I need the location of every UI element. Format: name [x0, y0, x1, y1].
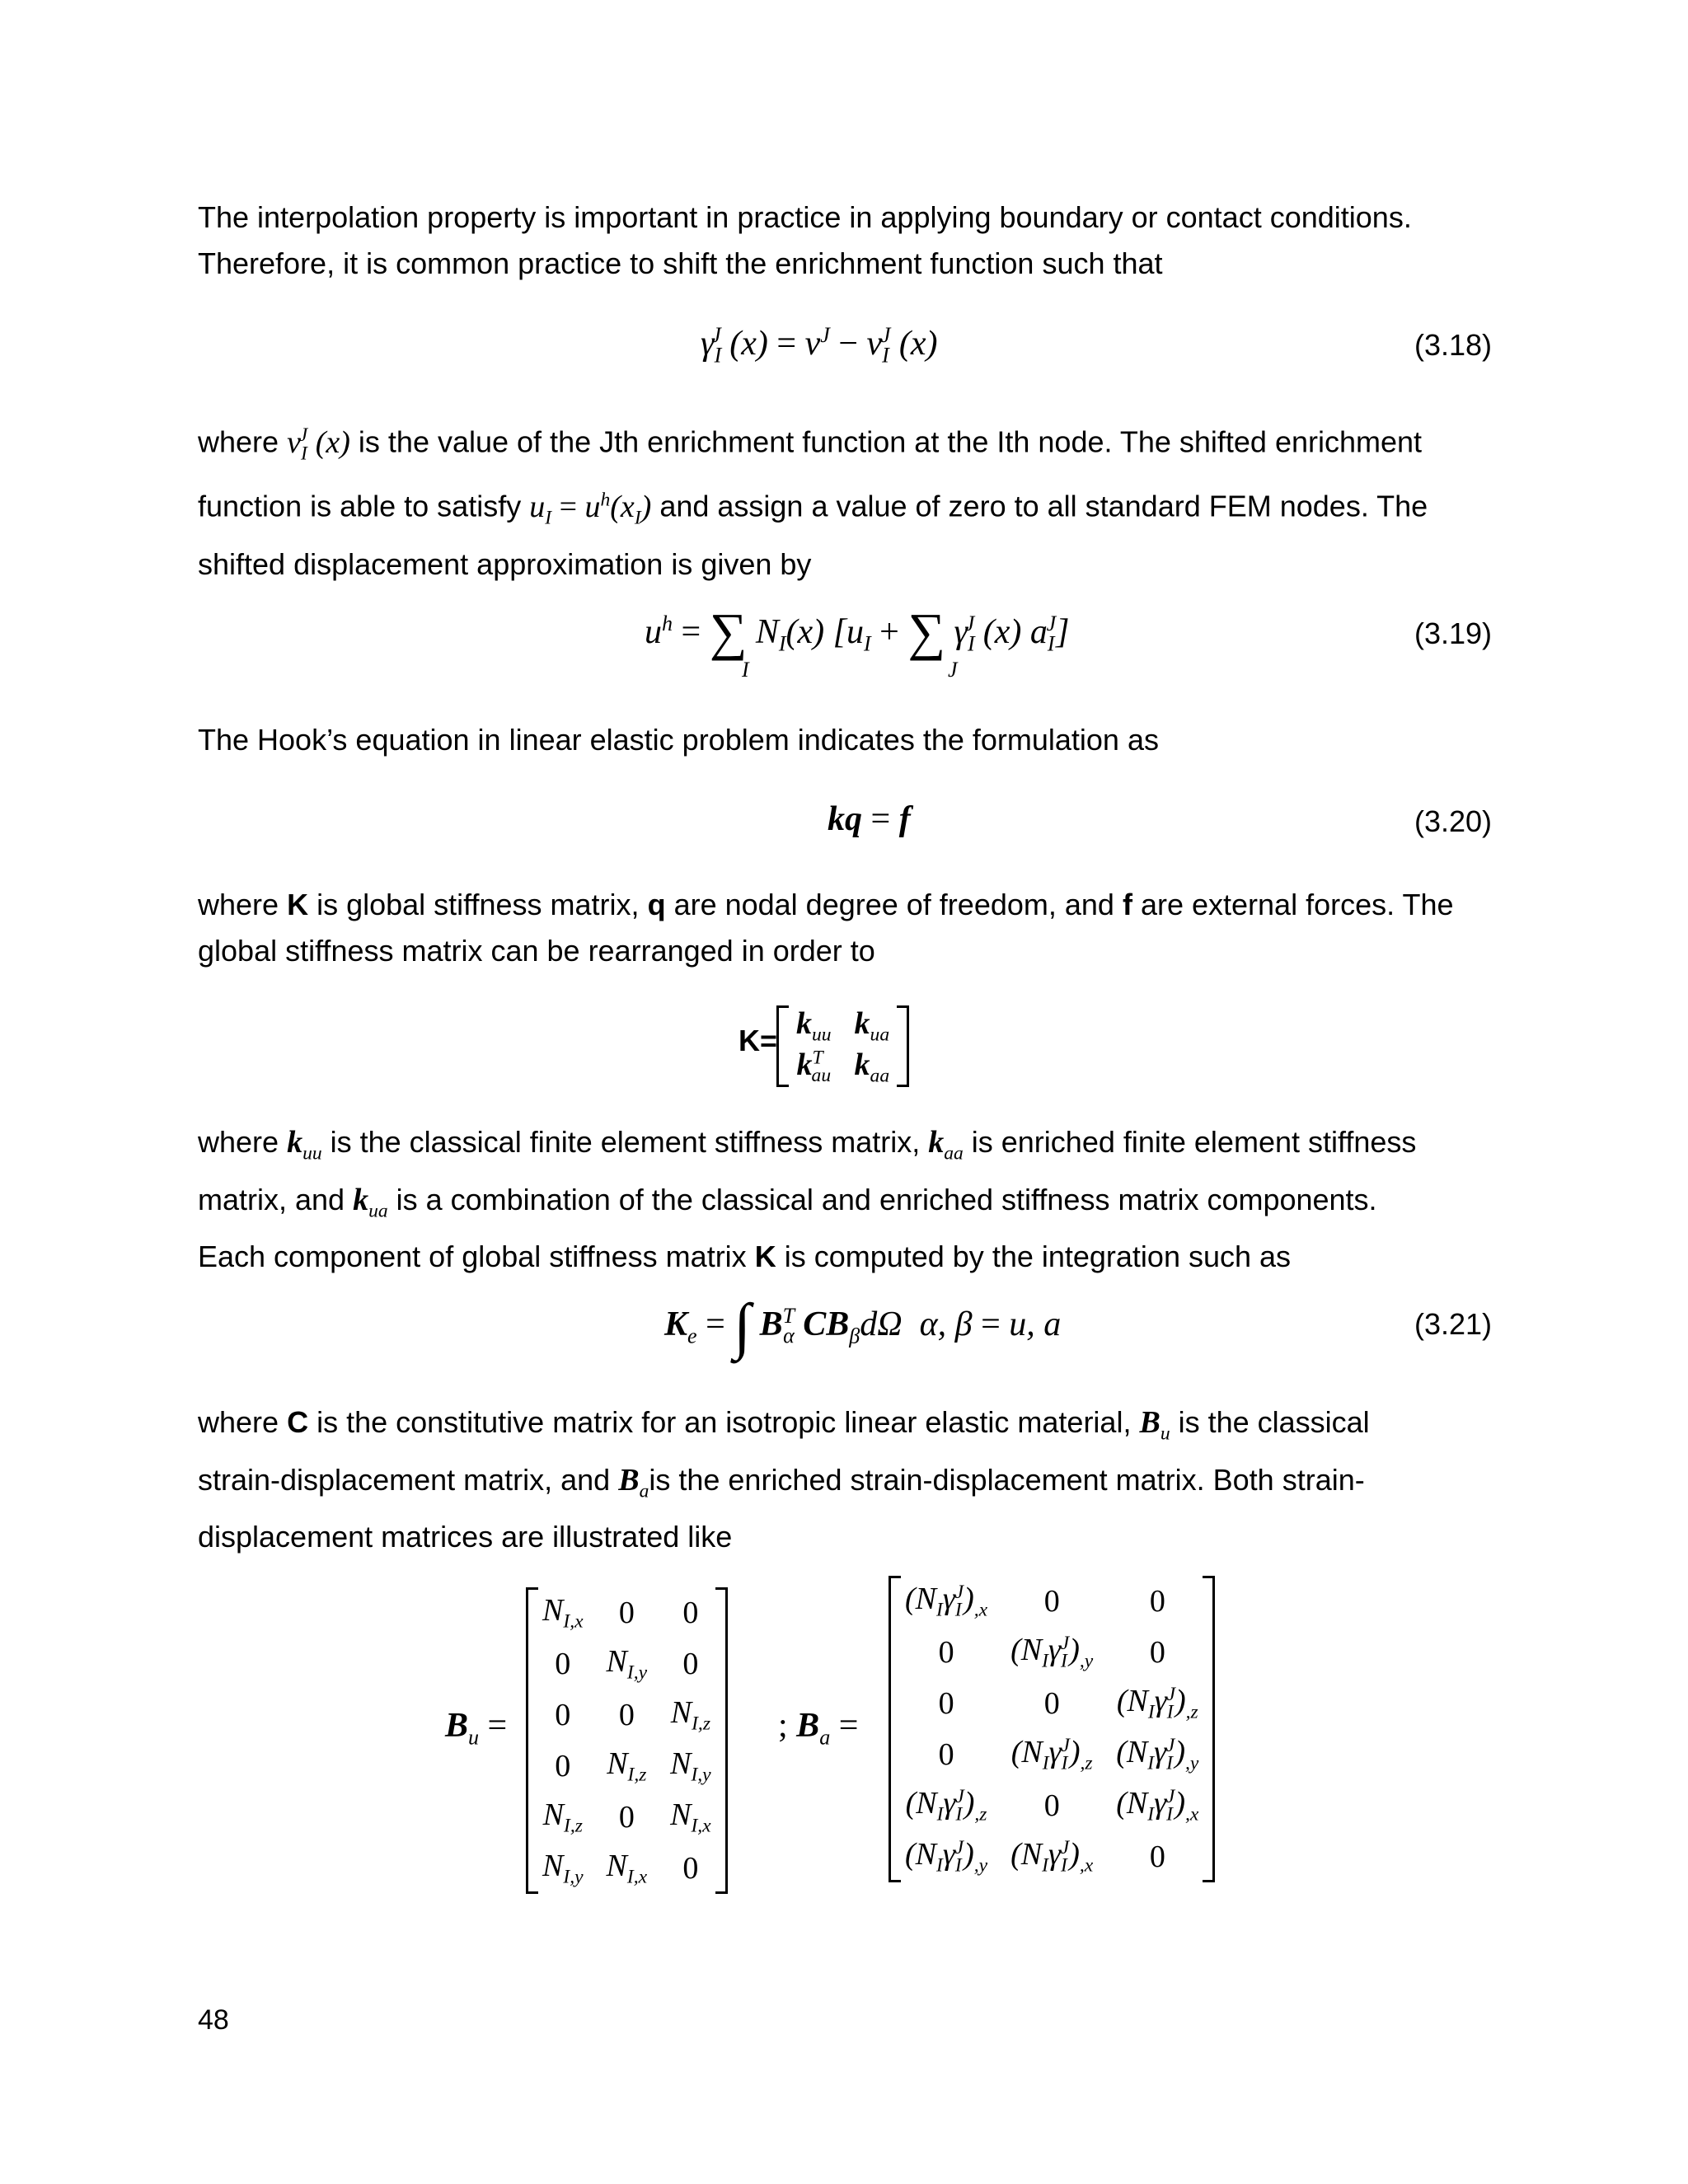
ba-matrix-label: ; $B_a$ =: [778, 1707, 859, 1750]
text-line: Therefore, it is common practice to shift the enrichment function such that: [198, 246, 1163, 280]
sum-index-j: J: [948, 658, 958, 682]
page-number: 48: [198, 2004, 229, 2036]
bu-matrix-label: $B_u$ =: [445, 1707, 508, 1750]
equation-3-20: kq = f: [828, 800, 911, 838]
equation-number: (3.19): [1414, 616, 1492, 650]
paragraph-strain-displacement: where C is the constitutive matrix for an isotropic linear elastic material, $B_u$ is the classical strain-displacement matrix, and $B_ais$ the enriched strain-displacement matrix. Both strain- displacement matrices are illustrated like: [198, 1405, 1370, 1554]
equation-3-18: $\gamma_I^J$ $(x) = v^J - v_I^J$ (x): [701, 323, 938, 368]
paragraph-stiffness-components: where $k_{uu}$ is the classical finite element stiffness matrix, $k_{aa}$ is enriched finite element stiffness matrix, and $k_{ua}$ is a combination of the classical and enriched stiffness matrix components. Each component of global stiffness matrix K is computed by the integration such as: [198, 1125, 1417, 1274]
stiffness-matrix-label: K=: [738, 1024, 778, 1057]
sum-index-i: I: [742, 658, 749, 682]
paragraph-hook: The Hook’s equation in linear elastic problem indicates the formulation as: [198, 723, 1159, 757]
paragraph-interpolation: [198, 194, 1492, 287]
paragraph-shifted-enrichment: where $v_I^J$ (x) is the value of the Jth enrichment function at the Ith node. The shifted enrichment function is able to satisfy $u_I = u^h(x_I)$ and assign a value of zero to all standard FEM nodes. The shifted displacement approximation is given by: [198, 424, 1428, 581]
paragraph-global-stiffness: where K is global stiffness matrix, q are nodal degree of freedom, and f are external forces. The global stiffness matrix can be rearranged in order to: [198, 888, 1454, 968]
equation-number: (3.20): [1414, 804, 1492, 838]
equation-number: (3.18): [1414, 328, 1492, 362]
ba-matrix: $(N_I\gamma_I^J)_{,x}$ 0 0 0 $(N_I\gamma_I^J)_{,y}$ 0 0 0 $(N_I\gamma_I^J)_{,z}$ 0 $(N_I\gamma_I^J)_{,z}$ $(N_I\gamma_I^J)_{,y}$ $(N_I\gamma_I^J)_{,z}$ 0 $(N_I\gamma_I^J)_{,x}$ $(N_I\gamma_I^J)_{,y}$ $(N_I\gamma_I^J)_{,x}$ 0: [889, 1576, 1215, 1882]
text-line: The interpolation property is important in practice in applying boundary or contact conditions.: [198, 200, 1412, 234]
equation-3-21: $K_e$ = ∫ $B^T_\alpha$ $CB_\beta d\Omega$ α, β = u, a: [664, 1291, 1062, 1361]
bu-matrix: $N_{I,x}$ 0 0 0 $N_{I,y}$ 0 0 0 $N_{I,z}$ 0 $N_{I,z}$ $N_{I,y}$ $N_{I,z}$ 0 $N_{I,x}$ $N_{I,y}$ $N_{I,x}$ 0: [526, 1587, 728, 1894]
equation-3-19: $u^h$ = ∑ $N_I(x) [u_I$ + ∑ $\gamma_I^J$ (x) $a_I^J$]: [645, 602, 1070, 661]
equation-number: (3.21): [1414, 1307, 1492, 1341]
stiffness-matrix: $k_{uu}$ $k_{ua}$ $k^T_{au}$ $k_{aa}$: [776, 1005, 909, 1087]
